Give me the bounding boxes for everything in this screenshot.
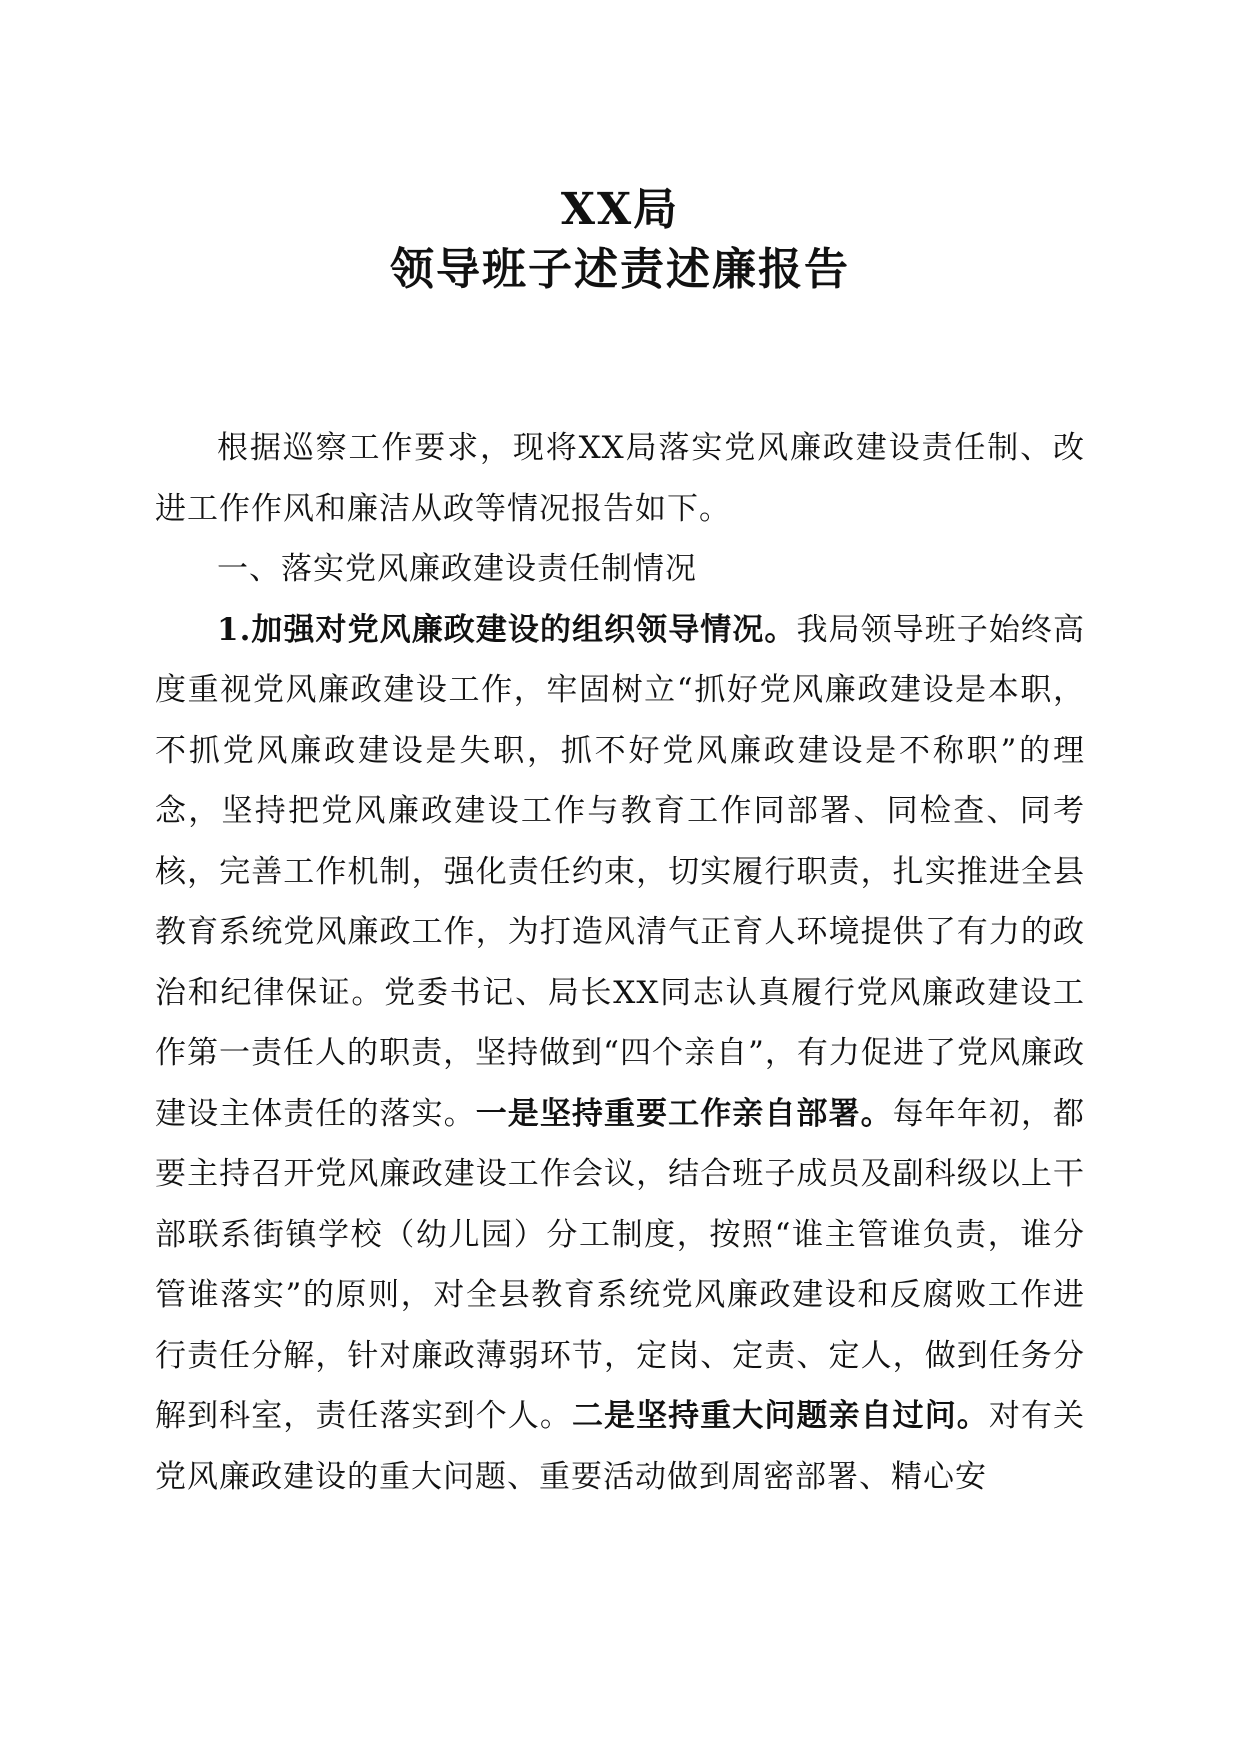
- report-body: [155, 418, 1085, 1507]
- section-1-heading: 一、落实党风廉政建设责任制情况: [217, 551, 697, 587]
- title-line-1: XX局: [560, 184, 680, 235]
- item-1-lead: 1.加强对党风廉政建设的组织领导情况。: [217, 611, 797, 648]
- item-1-text-c: 每年年初，都要主持召开党风廉政建设工作会议，结合班子成员及副科级以上干部联系街镇学校（幼儿园）分工制度，按照“谁主管谁负责，谁分管谁落实”的原则，对全县教育系统党风廉政建设和反腐败工作进行责任分解，针对廉政薄弱环节，定岗、定责、定人，做到任务分解到科室，责任落实到个人。: [155, 1095, 1086, 1434]
- item-1-point-two: 二是坚持重大问题亲自过问。: [571, 1398, 989, 1434]
- intro-paragraph: 根据巡察工作要求，现将XX局落实党风廉政建设责任制、改进工作作风和廉洁从政等情况报告如下。: [155, 430, 1085, 527]
- item-1-text-a: 我局领导班子始终高度重视党风廉政建设工作，牢固树立“抓好党风廉政建设是本职，不抓党风廉政建设是失职，抓不好党风廉政建设是不称职”的理念，坚持把党风廉政建设工作与教育工作同部署、同检查、同考核，完善工作机制，强化责任约束，切实履行职责，扎实推进全县教育系统党风廉政工作，为打造风清气正育人环境提供了有力的政治和纪律保证。党委书记、局长XX同志认真履行党风廉政建设工作第一责任人的职责，坚持做到“四个亲自”，有力促进了党风廉政建设主体责任的落实。: [155, 611, 1085, 1132]
- title-line-2: 领导班子述责述廉报告: [390, 244, 850, 295]
- item-1-point-one: 一是坚持重要工作亲自部署。: [475, 1095, 893, 1132]
- item-1-paragraph: [155, 600, 1085, 1508]
- item-1-text-e: 对有关党风廉政建设的重大问题、重要活动做到周密部署、精心安: [155, 1398, 1086, 1495]
- report-title: [0, 180, 1240, 300]
